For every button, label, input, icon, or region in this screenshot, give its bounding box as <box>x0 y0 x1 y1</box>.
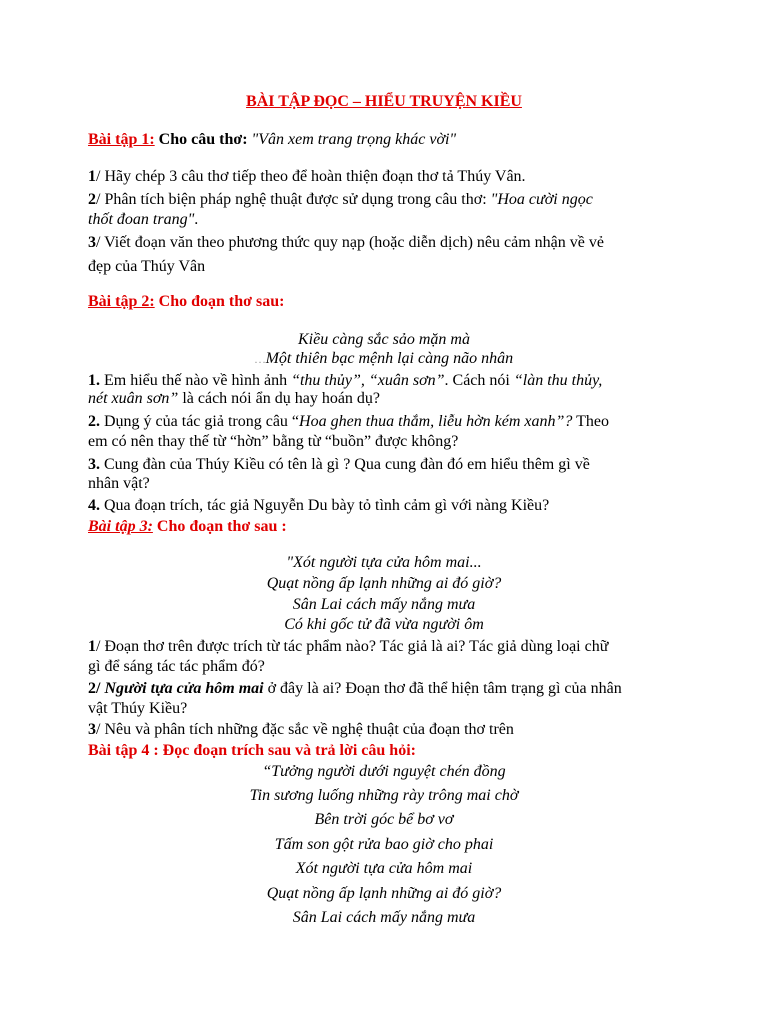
exercise-3-question-2 <box>88 679 622 699</box>
question-quote: "Hoa cười ngọc <box>490 191 593 208</box>
question-emphasis: Người tựa cửa hôm mai <box>100 680 264 697</box>
verse-line: Quạt nồng ấp lạnh những ai đó giờ? <box>266 575 502 592</box>
question-text: / Nêu và phân tích những đặc sắc về nghệ thuật của đoạn thơ trên <box>96 721 514 738</box>
exercise-2-question-3-cont <box>88 474 150 494</box>
verse-line: Sân Lai cách mấy nắng mưa <box>292 909 476 926</box>
question-text: đẹp của Thúy Vân <box>88 258 206 275</box>
question-text: vật Thúy Kiều? <box>88 700 188 717</box>
verse-line: Sân Lai cách mấy nắng mưa <box>292 596 476 613</box>
exercise-1-label: Bài tập 1: <box>88 131 155 148</box>
verse-line: Có khi gốc tử đã vừa người ôm <box>284 616 484 633</box>
exercise-2-label: Bài tập 2: <box>88 293 155 310</box>
verse-line: Kiều càng sắc sảo mặn mà <box>298 331 470 348</box>
question-number: 1 <box>88 168 96 185</box>
exercise-2-question-1-cont <box>88 389 380 409</box>
verse-line: Tin sương luống những rày trông mai chờ <box>249 787 519 804</box>
question-number: 3. <box>88 456 100 473</box>
exercise-1-question-3 <box>88 233 604 253</box>
question-text: là cách nói ẩn dụ hay hoán dụ? <box>178 390 381 407</box>
question-text: / Viết đoạn văn theo phương thức quy nạp (hoặc diễn dịch) nêu cảm nhận về vẻ <box>96 234 604 251</box>
question-number: 3 <box>88 721 96 738</box>
question-text: . Cách nói <box>444 372 514 389</box>
exercise-3-header <box>88 517 287 537</box>
verse-line: “Tưởng người dưới nguyệt chén đồng <box>262 763 506 780</box>
question-text: nhân vật? <box>88 475 150 492</box>
exercise-3-question-3 <box>88 720 514 740</box>
exercise-2-header <box>88 292 284 312</box>
exercise-1-quote: "Vân xem trang trọng khác vời" <box>251 131 457 148</box>
question-number: 1. <box>88 372 100 389</box>
exercise-4-header: Bài tập 4 : Đọc đoạn trích sau và trả lời câu hỏi: <box>88 742 416 759</box>
ellipsis-mark: … <box>254 352 266 366</box>
question-quote: “thu thủy”, “xuân sơn” <box>291 372 445 389</box>
question-text: Qua đoạn trích, tác giả Nguyễn Du bày tỏ tình cảm gì với nàng Kiều? <box>100 497 550 514</box>
exercise-3-question-1 <box>88 637 608 657</box>
question-text: em có nên thay thế từ “hờn” bằng từ “buồn” được không? <box>88 433 459 450</box>
verse-line: Bên trời góc bể bơ vơ <box>314 811 454 828</box>
exercise-1-question-1 <box>88 167 526 187</box>
question-text: Em hiểu thế nào về hình ảnh <box>100 372 292 389</box>
question-text: ở đây là ai? Đoạn thơ đã thể hiện tâm trạng gì của nhân <box>263 680 622 697</box>
question-quote: thốt đoan trang" <box>88 211 195 228</box>
question-text: Cung đàn của Thúy Kiều có tên là gì ? Qua cung đàn đó em hiểu thêm gì về <box>100 456 590 473</box>
verse-line: "Xót người tựa cửa hôm mai... <box>286 554 482 571</box>
exercise-1-question-2 <box>88 190 593 210</box>
question-text: gì để sáng tác tác phẩm đó? <box>88 658 265 675</box>
question-number: 2/ <box>88 680 101 697</box>
question-number: 2 <box>88 191 96 208</box>
exercise-2-intro: Cho đoạn thơ sau: <box>154 293 285 310</box>
question-quote: nét xuân sơn” <box>88 390 179 407</box>
question-text: Dụng ý của tác giả trong câu “ <box>100 413 300 430</box>
question-quote: “làn thu thủy, <box>513 372 603 389</box>
exercise-3-label: Bài tập 3: <box>88 518 153 535</box>
question-text: / Hãy chép 3 câu thơ tiếp theo để hoàn thiện đoạn thơ tả Thúy Vân. <box>96 168 526 185</box>
question-number: 4. <box>88 497 100 514</box>
exercise-2-question-2 <box>88 412 609 432</box>
question-number: 2. <box>88 413 100 430</box>
question-text: / Đoạn thơ trên được trích từ tác phẩm nào? Tác giả là ai? Tác giả dùng loại chữ <box>96 638 609 655</box>
exercise-2-question-4 <box>88 496 549 516</box>
verse-text: Một thiên bạc mệnh lại càng não nhân <box>265 350 514 367</box>
question-text: Theo <box>572 413 610 430</box>
verse-line <box>0 349 768 369</box>
verse-line: Quạt nồng ấp lạnh những ai đó giờ? <box>266 885 502 902</box>
exercise-2-question-1 <box>88 371 602 391</box>
question-quote: Hoa ghen thua thắm, liễu hờn kém xanh”? <box>299 413 573 430</box>
exercise-3-question-2-cont <box>88 699 187 719</box>
exercise-1-intro: Cho câu thơ: <box>154 131 252 148</box>
question-text: . <box>194 211 199 228</box>
exercise-3-question-1-cont <box>88 657 265 677</box>
question-number: 3 <box>88 234 96 251</box>
verse-line: Xót người tựa cửa hôm mai <box>295 860 473 877</box>
exercise-2-question-3 <box>88 455 590 475</box>
exercise-1-question-3-cont <box>88 257 205 277</box>
verse-line: Tấm son gột rửa bao giờ cho phai <box>274 836 494 853</box>
question-number: 1 <box>88 638 96 655</box>
page-title: BÀI TẬP ĐỌC – HIỂU TRUYỆN KIỀU <box>246 93 522 110</box>
exercise-3-intro: Cho đoạn thơ sau : <box>152 518 287 535</box>
exercise-1-header <box>88 130 456 150</box>
exercise-2-question-2-cont <box>88 432 458 452</box>
exercise-1-question-2-cont <box>88 210 198 230</box>
question-text: / Phân tích biện pháp nghệ thuật được sử dụng trong câu thơ: <box>96 191 491 208</box>
